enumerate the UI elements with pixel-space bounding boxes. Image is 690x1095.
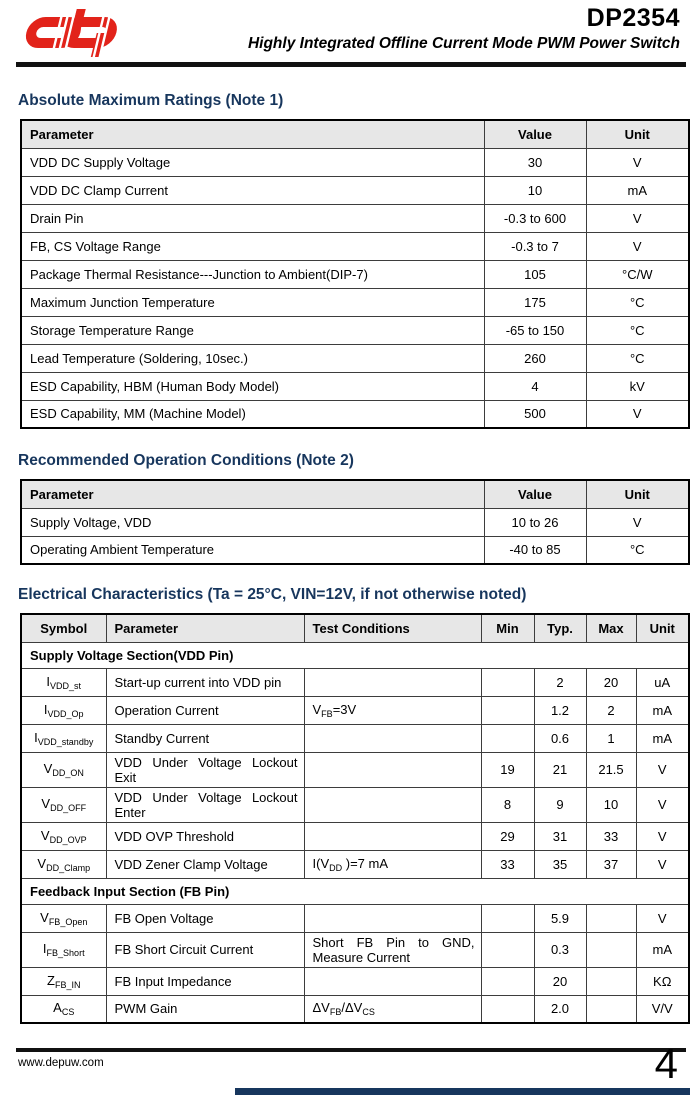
unit-cell: V — [636, 904, 689, 932]
typ-cell: 2 — [534, 668, 586, 696]
column-header: Parameter — [21, 120, 484, 148]
typ-cell: 2.0 — [534, 995, 586, 1023]
table-row — [21, 787, 689, 822]
column-header: Parameter — [21, 480, 484, 508]
column-header: Parameter — [106, 614, 304, 642]
parameter-cell: Storage Temperature Range — [21, 316, 484, 344]
parameter-cell: FB Short Circuit Current — [106, 932, 304, 967]
test-conditions-cell — [304, 850, 481, 878]
table-row — [21, 316, 689, 344]
section-title-electrical-characteristics: Electrical Characteristics (Ta = 25°C, VIN=12V, if not otherwise noted) — [18, 586, 527, 603]
table-row — [21, 232, 689, 260]
table-row — [21, 148, 689, 176]
typ-cell: 0.3 — [534, 932, 586, 967]
unit-cell: °C — [586, 288, 689, 316]
text: I — [34, 729, 38, 745]
text: Z — [47, 972, 55, 988]
text: A — [53, 1000, 62, 1016]
min-cell: 29 — [481, 822, 534, 850]
min-cell: 33 — [481, 850, 534, 878]
max-cell: 1 — [586, 724, 636, 752]
unit-cell: V — [586, 204, 689, 232]
subscript-text: VDD_st — [50, 680, 82, 691]
unit-cell: °C — [586, 536, 689, 564]
unit-cell: V — [636, 752, 689, 787]
symbol — [47, 973, 80, 988]
test-conditions-cell — [304, 995, 481, 1023]
absolute-maximum-ratings-table — [20, 119, 690, 429]
typ-cell: 20 — [534, 967, 586, 995]
parameter-cell: FB Open Voltage — [106, 904, 304, 932]
footer-website: www.depuw.com — [18, 1057, 104, 1069]
section-heading-cell: Feedback Input Section (FB Pin) — [21, 878, 689, 904]
parameter-cell: FB, CS Voltage Range — [21, 232, 484, 260]
text: V — [40, 909, 49, 925]
symbol — [53, 1000, 75, 1018]
column-header: Unit — [636, 614, 689, 642]
unit-cell: V — [586, 232, 689, 260]
symbol — [43, 941, 85, 956]
text: I — [43, 701, 48, 717]
unit-cell: V — [586, 508, 689, 536]
subscript-text: DD_OVP — [49, 834, 87, 845]
column-header: Max — [586, 614, 636, 642]
max-cell: 33 — [586, 822, 636, 850]
column-header: Symbol — [21, 614, 106, 642]
table-row — [21, 260, 689, 288]
parameter-cell: Lead Temperature (Soldering, 10sec.) — [21, 344, 484, 372]
max-cell — [586, 904, 636, 932]
parameter-cell: Package Thermal Resistance---Junction to Ambient(DIP-7) — [21, 260, 484, 288]
parameter-cell: Operating Ambient Temperature — [21, 536, 484, 564]
footer-rule — [16, 1048, 686, 1052]
table-row — [21, 204, 689, 232]
parameter-cell: VDD Under Voltage Lockout Enter — [106, 787, 304, 822]
typ-cell: 9 — [534, 787, 586, 822]
column-header: Unit — [586, 480, 689, 508]
max-cell — [586, 995, 636, 1023]
column-header: Test Conditions — [304, 614, 481, 642]
section-heading-row — [21, 642, 689, 668]
parameter-cell: Start-up current into VDD pin — [106, 668, 304, 696]
parameter-cell: PWM Gain — [106, 995, 304, 1023]
table-row — [21, 696, 689, 724]
max-cell: 10 — [586, 787, 636, 822]
table-row — [21, 176, 689, 204]
value-cell: 4 — [484, 372, 586, 400]
test-conditions-cell — [304, 932, 481, 967]
value-cell: 500 — [484, 400, 586, 428]
header-row — [21, 614, 689, 642]
symbol — [37, 856, 90, 871]
table-row — [21, 400, 689, 428]
section-heading-row — [21, 878, 689, 904]
subscript-text: FB_Short — [46, 948, 85, 958]
value-cell: -0.3 to 600 — [484, 204, 586, 232]
value-cell: 30 — [484, 148, 586, 176]
test-conditions-cell — [304, 696, 481, 724]
header-row — [21, 480, 689, 508]
text: V — [41, 796, 51, 811]
max-cell: 20 — [586, 668, 636, 696]
table-row — [21, 724, 689, 752]
max-cell: 2 — [586, 696, 636, 724]
parameter-cell: Supply Voltage, VDD — [21, 508, 484, 536]
table-row — [21, 344, 689, 372]
value-cell: 260 — [484, 344, 586, 372]
electrical-characteristics-table — [20, 613, 690, 1024]
subscript-text: CS — [61, 1007, 75, 1018]
unit-cell: °C/W — [586, 260, 689, 288]
test-conditions-cell — [304, 967, 481, 995]
page-header — [0, 0, 690, 70]
symbol — [41, 828, 87, 843]
min-cell: 8 — [481, 787, 534, 822]
min-cell — [481, 724, 534, 752]
value-cell: 10 — [484, 176, 586, 204]
subscript-text: VDD_Op — [47, 708, 84, 719]
subscript-text: FB_IN — [54, 979, 81, 990]
header-row — [21, 120, 689, 148]
subscript-text: DD — [329, 862, 343, 873]
min-cell — [481, 696, 534, 724]
unit-cell: mA — [636, 724, 689, 752]
table-row — [21, 508, 689, 536]
value-cell: -0.3 to 7 — [484, 232, 586, 260]
max-cell — [586, 932, 636, 967]
table-row — [21, 288, 689, 316]
unit-cell: V — [586, 400, 689, 428]
table-row — [21, 932, 689, 967]
symbol — [44, 761, 84, 776]
parameter-cell: FB Input Impedance — [106, 967, 304, 995]
text: I(V — [312, 855, 330, 871]
table-row — [21, 822, 689, 850]
symbol — [46, 674, 81, 689]
test-conditions-cell — [304, 822, 481, 850]
parameter-cell: ESD Capability, HBM (Human Body Model) — [21, 372, 484, 400]
symbol-cell — [21, 932, 106, 967]
unit-cell: kV — [586, 372, 689, 400]
table-row — [21, 372, 689, 400]
unit-cell: KΩ — [636, 967, 689, 995]
text: /ΔV — [341, 1000, 363, 1016]
text: V — [312, 701, 322, 717]
test-conditions-cell — [304, 787, 481, 822]
max-cell: 21.5 — [586, 752, 636, 787]
symbol — [41, 796, 86, 811]
parameter-cell: Maximum Junction Temperature — [21, 288, 484, 316]
document-subtitle: Highly Integrated Offline Current Mode PWM Power Switch — [247, 35, 680, 52]
value-cell: 175 — [484, 288, 586, 316]
unit-cell: mA — [636, 932, 689, 967]
text: )=7 mA — [342, 855, 388, 871]
subscript-text: VDD_standby — [37, 736, 94, 747]
column-header: Min — [481, 614, 534, 642]
min-cell — [481, 932, 534, 967]
table-row — [21, 967, 689, 995]
part-number: DP2354 — [586, 4, 680, 32]
value-cell: 10 to 26 — [484, 508, 586, 536]
max-cell — [586, 967, 636, 995]
header-rule — [16, 62, 686, 67]
text: V — [40, 827, 50, 843]
unit-cell: V/V — [636, 995, 689, 1023]
test-conditions-cell — [304, 752, 481, 787]
text: I — [42, 941, 47, 956]
symbol — [34, 730, 93, 745]
unit-cell: °C — [586, 316, 689, 344]
subscript-text: FB — [321, 708, 333, 719]
unit-cell: °C — [586, 344, 689, 372]
subscript-text: FB_Open — [48, 916, 88, 927]
typ-cell: 1.2 — [534, 696, 586, 724]
unit-cell: uA — [636, 668, 689, 696]
parameter-cell: Operation Current — [106, 696, 304, 724]
min-cell: 19 — [481, 752, 534, 787]
table-row — [21, 536, 689, 564]
parameter-cell: VDD Under Voltage Lockout Exit — [106, 752, 304, 787]
table-row — [21, 904, 689, 932]
parameter-cell: Standby Current — [106, 724, 304, 752]
symbol-cell — [21, 822, 106, 850]
typ-cell: 21 — [534, 752, 586, 787]
table-row — [21, 752, 689, 787]
test-conditions-cell — [304, 904, 481, 932]
typ-cell: 35 — [534, 850, 586, 878]
recommended-operation-conditions-table — [20, 479, 690, 565]
test-conditions-cell — [304, 724, 481, 752]
unit-cell: V — [586, 148, 689, 176]
min-cell — [481, 967, 534, 995]
subscript-text: FB — [329, 1007, 342, 1018]
section-heading-cell: Supply Voltage Section(VDD Pin) — [21, 642, 689, 668]
typ-cell: 0.6 — [534, 724, 586, 752]
text: Short FB Pin to GND, Measure Current — [312, 934, 475, 965]
parameter-cell: VDD DC Clamp Current — [21, 176, 484, 204]
min-cell — [481, 904, 534, 932]
symbol-cell — [21, 668, 106, 696]
subscript-text: DD_ON — [52, 768, 84, 778]
unit-cell: V — [636, 822, 689, 850]
symbol-cell — [21, 850, 106, 878]
symbol-cell — [21, 752, 106, 787]
text: I — [46, 673, 51, 689]
text: =3V — [332, 701, 357, 717]
dp-company-logo-icon — [18, 6, 122, 60]
symbol — [40, 910, 87, 925]
footer-accent-bar — [235, 1088, 690, 1095]
min-cell — [481, 668, 534, 696]
value-cell: -40 to 85 — [484, 536, 586, 564]
unit-cell: mA — [586, 176, 689, 204]
symbol-cell — [21, 904, 106, 932]
unit-cell: mA — [636, 696, 689, 724]
unit-cell: V — [636, 787, 689, 822]
typ-cell: 31 — [534, 822, 586, 850]
symbol — [44, 702, 84, 717]
parameter-cell: VDD Zener Clamp Voltage — [106, 850, 304, 878]
symbol-cell — [21, 995, 106, 1023]
text: ΔV — [312, 1000, 330, 1016]
table-row — [21, 668, 689, 696]
subscript-text: DD_Clamp — [46, 862, 91, 873]
page-number: 4 — [654, 1040, 678, 1087]
symbol-cell — [21, 787, 106, 822]
subscript-text: CS — [362, 1007, 375, 1018]
column-header: Value — [484, 480, 586, 508]
test-conditions-cell — [304, 668, 481, 696]
unit-cell: V — [636, 850, 689, 878]
section-title-absolute-maximum-ratings: Absolute Maximum Ratings (Note 1) — [18, 92, 284, 109]
column-header: Value — [484, 120, 586, 148]
subscript-text: DD_OFF — [50, 803, 87, 813]
min-cell — [481, 995, 534, 1023]
symbol-cell — [21, 696, 106, 724]
text: V — [43, 761, 53, 776]
value-cell: -65 to 150 — [484, 316, 586, 344]
column-header: Unit — [586, 120, 689, 148]
table-row — [21, 995, 689, 1023]
parameter-cell: VDD OVP Threshold — [106, 822, 304, 850]
max-cell: 37 — [586, 850, 636, 878]
parameter-cell: Drain Pin — [21, 204, 484, 232]
parameter-cell: ESD Capability, MM (Machine Model) — [21, 400, 484, 428]
typ-cell: 5.9 — [534, 904, 586, 932]
parameter-cell: VDD DC Supply Voltage — [21, 148, 484, 176]
column-header: Typ. — [534, 614, 586, 642]
symbol-cell — [21, 724, 106, 752]
table-row — [21, 850, 689, 878]
value-cell: 105 — [484, 260, 586, 288]
section-title-recommended-operation-conditions: Recommended Operation Conditions (Note 2) — [18, 452, 354, 469]
symbol-cell — [21, 967, 106, 995]
text: V — [37, 855, 47, 871]
